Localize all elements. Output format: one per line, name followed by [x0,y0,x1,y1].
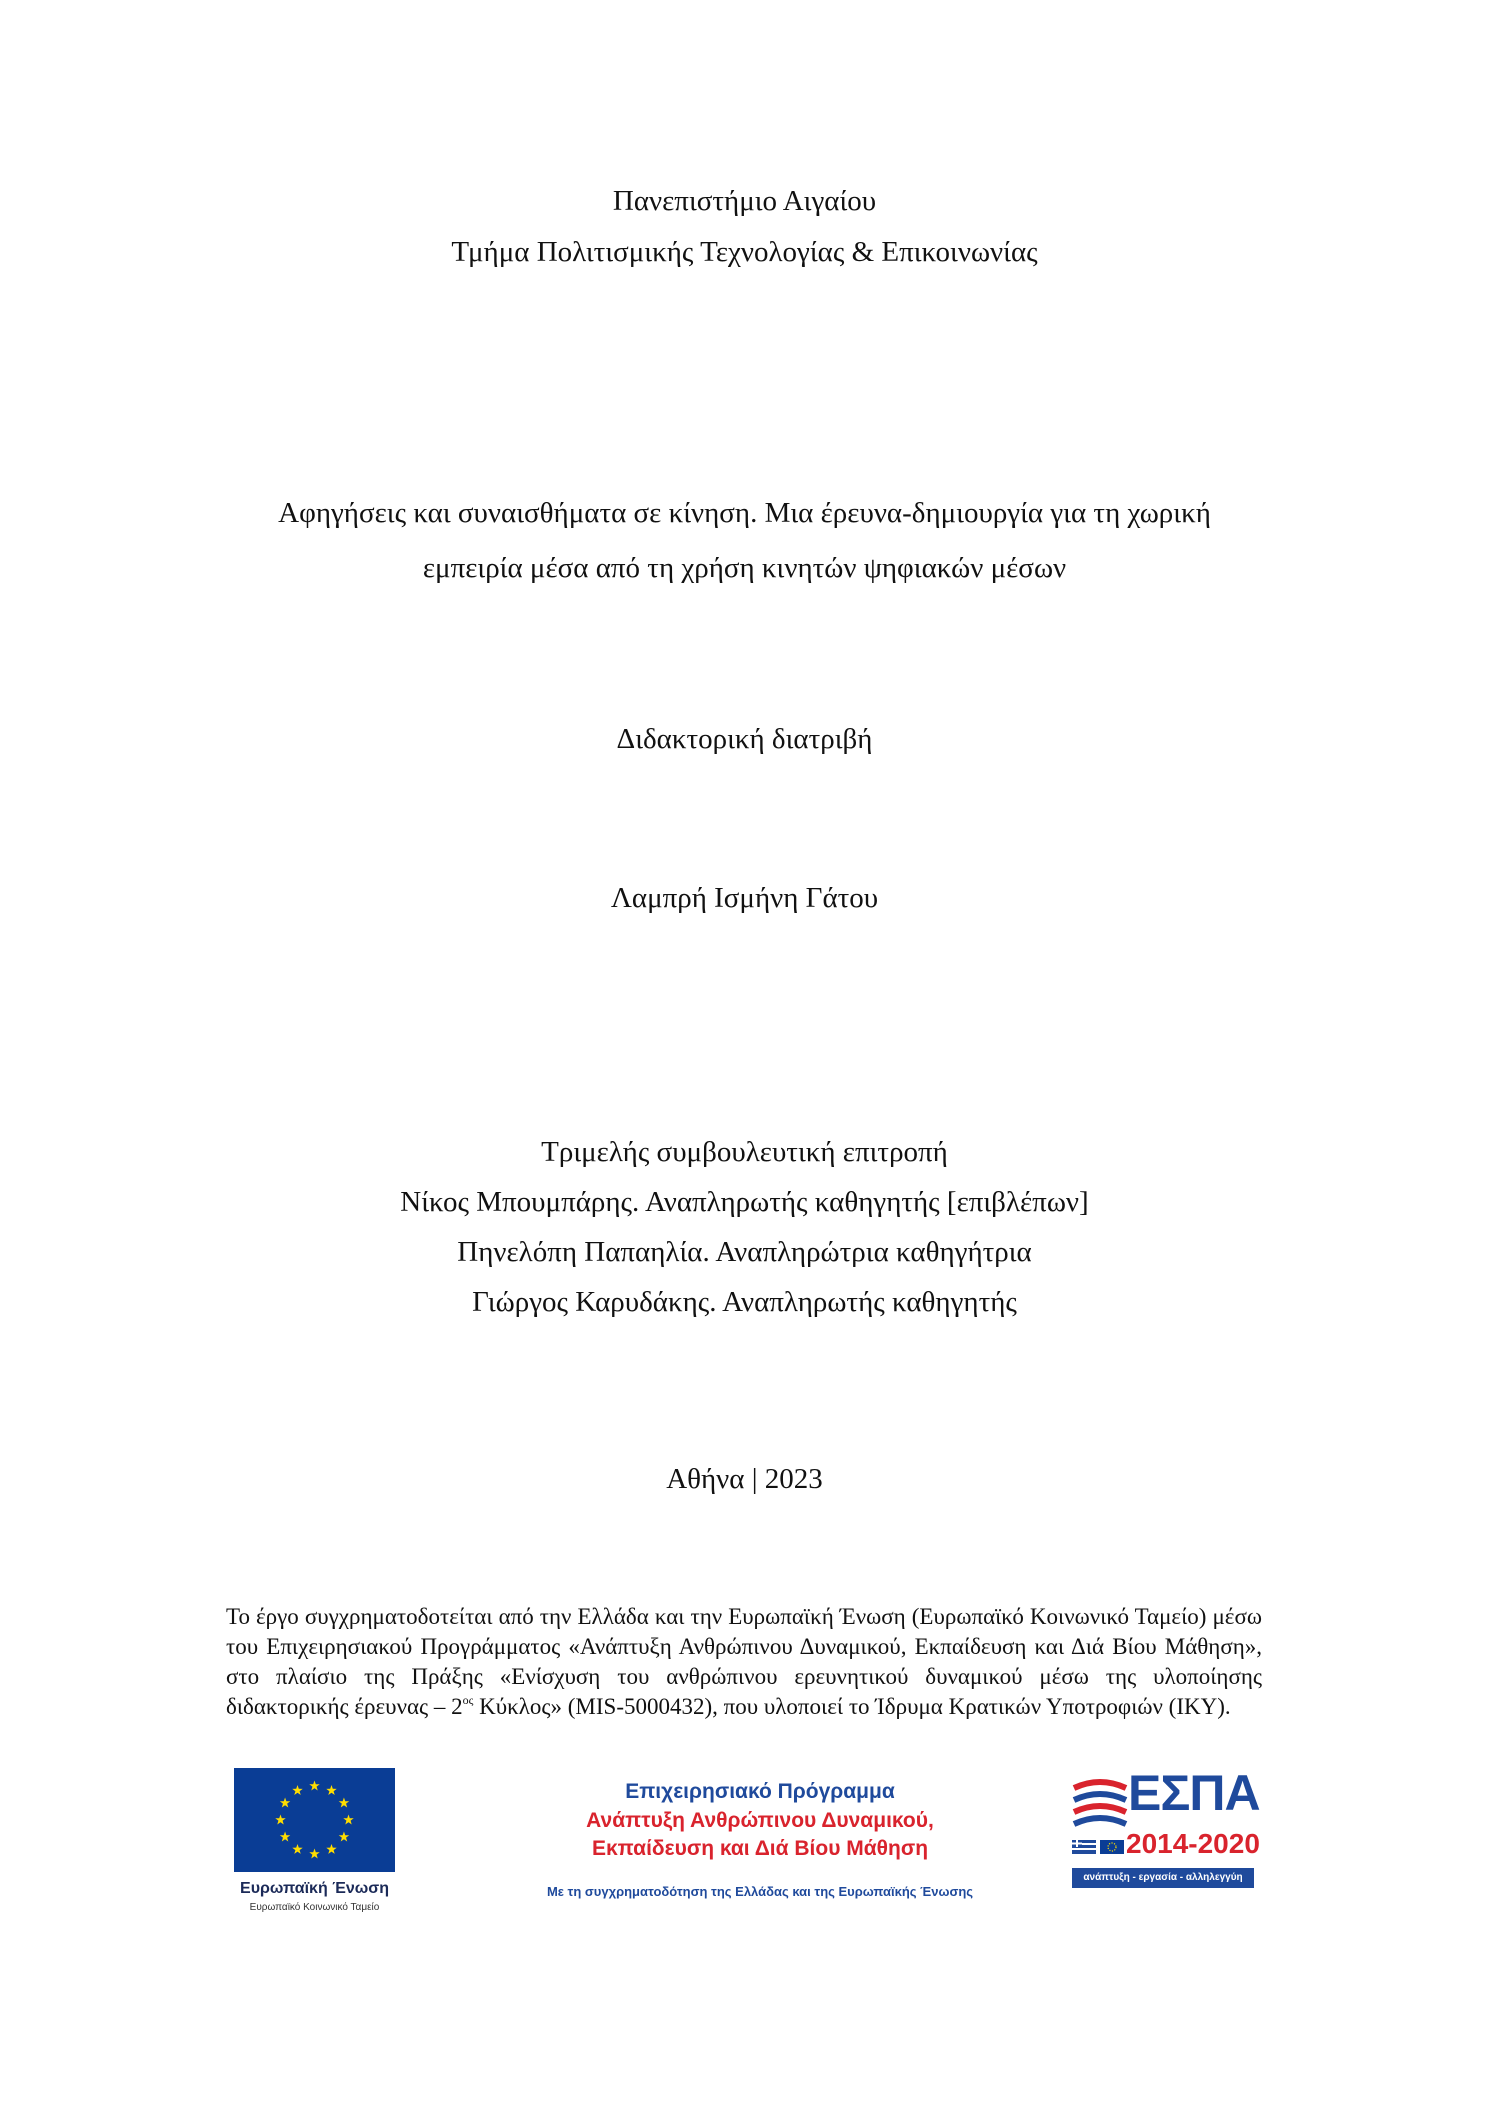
funding-statement [226,1602,1262,1722]
eu-star-icon [309,1849,319,1859]
op-logo-line-1: Επιχειρησιακό Πρόγραμμα [625,1780,895,1803]
funding-text-end: Κύκλος» (MIS-5000432), που υλοποιεί το Ίδρυμα Κρατικών Υποτροφιών (ΙΚΥ). [473,1694,1231,1719]
eu-star-icon [292,1844,302,1854]
eu-logo-name: Ευρωπαϊκή Ένωση [240,1880,389,1897]
espa-logo-word: ΕΣΠΑ [1128,1765,1260,1821]
committee-member: Πηνελόπη Παπαηλία. Αναπληρώτρια καθηγήτρια [457,1236,1032,1268]
place-and-year: Αθήνα | 2023 [666,1463,823,1495]
op-logo-line-3: Εκπαίδευση και Διά Βίου Μάθηση [591,1837,929,1860]
greek-eu-flags-icon [1072,1840,1132,1854]
eu-star-icon [309,1781,319,1791]
op-logo-line-2: Ανάπτυξη Ανθρώπινου Δυναμικού, [586,1809,934,1832]
committee-heading: Τριμελής συμβουλευτική επιτροπή [541,1136,948,1168]
eu-star-icon [280,1798,290,1808]
committee-member: Γιώργος Καρυδάκης. Αναπληρωτής καθηγητής [472,1286,1017,1318]
funding-text: Το έργο συγχρηματοδοτείται από την Ελλάδα και την Ευρωπαϊκή Ένωση (Ευρωπαϊκό Κοινωνικό Ταμείο) μέσω του Επιχειρησιακού Προγράμματος «Ανάπτυξη Ανθρώπινου Δυναμικού, Εκπαίδευση και Διά Βίου Μάθηση», στο πλαίσιο της Πράξης «Ενίσχυση του ανθρώπινου ερευνητικού δυναμικού μέσω της υλοποίησης διδακτορικής έρευνας – 2 [226,1604,1262,1719]
espa-logo-years: 2014-2020 [1126,1828,1260,1859]
department-name: Τμήμα Πολιτισμικής Τεχνολογίας & Επικοινωνίας [451,236,1038,268]
espa-logo [1072,1765,1262,1920]
author-name: Λαμπρή Ισμήνη Γάτου [610,882,879,914]
eu-star-icon [326,1844,336,1854]
eu-stars-icon [234,1768,395,1872]
espa-logo-tagline: ανάπτυξη - εργασία - αλληλεγγύη [1072,1868,1254,1888]
thesis-title-line-1: Αφηγήσεις και συναισθήματα σε κίνηση. Μια έρευνα-δημιουργία για τη χωρική [278,497,1211,529]
eu-star-icon [339,1832,349,1842]
eu-star-icon [280,1832,290,1842]
eu-star-icon [326,1785,336,1795]
eu-logo-subtitle: Ευρωπαϊκό Κοινωνικό Ταμείο [249,1902,380,1913]
eu-star-icon [339,1798,349,1808]
eu-star-icon [275,1815,285,1825]
funding-superscript: ος [462,1693,474,1707]
op-logo-cofunding-line: Με τη συγχρηματοδότηση της Ελλάδας και της Ευρωπαϊκής Ένωσης [546,1884,974,1899]
committee-member: Νίκος Μπουμπάρης. Αναπληρωτής καθηγητής [επιβλέπων] [400,1186,1089,1218]
thesis-title-line-2: εμπειρία μέσα από τη χρήση κινητών ψηφιακών μέσων [422,552,1067,584]
eu-star-icon [343,1815,353,1825]
operational-programme-logo [510,1780,1010,1920]
eu-logo [232,1768,397,1920]
document-type: Διδακτορική διατριβή [616,723,873,755]
university-name: Πανεπιστήμιο Αιγαίου [612,185,877,217]
eu-flag-icon [234,1768,395,1872]
espa-waves-icon [1072,1776,1128,1832]
eu-star-icon [292,1785,302,1795]
